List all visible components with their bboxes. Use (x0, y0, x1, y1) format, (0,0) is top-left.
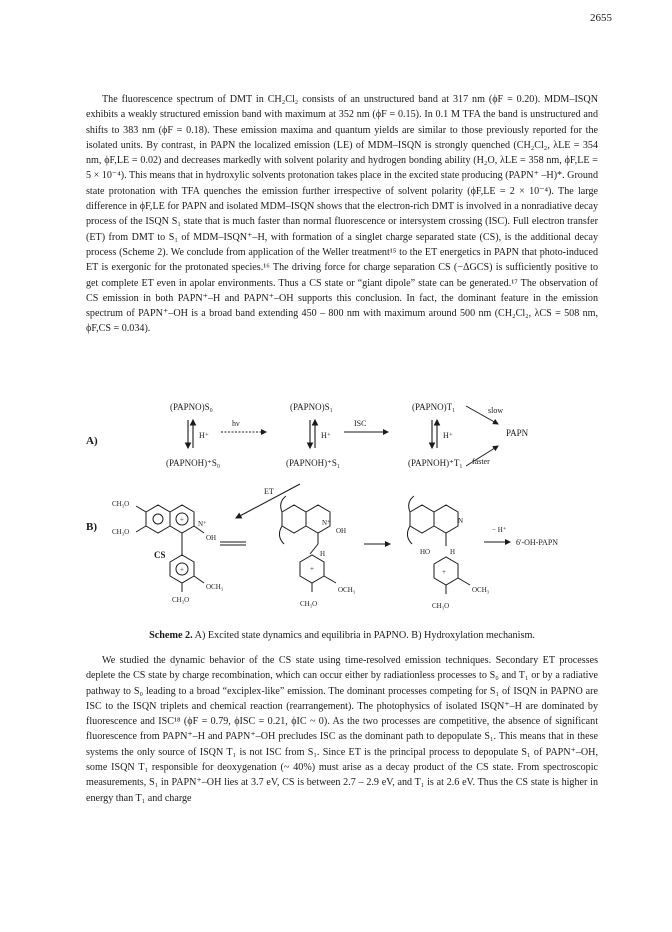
oh-label-1: OH (206, 534, 217, 542)
oh-label-2: OH (336, 527, 347, 535)
papnoh-t1-label: (PAPNOH)⁺T₁ (408, 458, 463, 468)
isc-label: ISC (354, 419, 367, 428)
hplus-label-1: H⁺ (199, 431, 209, 440)
paragraph: The fluorescence spectrum of DMT in CH₂Cl₂ consists of an unstructured band at 317 nm (ϕF = 0.20). MDM–ISQN exhibits a weakly structured emission band with maximum at 352 nm (ϕF = 0.15). In 0.1 M TFA the band is unstructured and shifts to 383 nm (ϕF = 0.18). These emission maxima and quantum yields are similar to those previously reported for the isolated units. By contrast, in PAPN the localized emission (LE) of MDM–ISQN is strongly quenched (CH₂Cl₂, λLE = 354 nm, ϕF,LE = 0.02) and decreases markedly with solvent polarity and hydrogen bonding ability (H₂O, λLE = 358 nm, ϕF,LE = 5 × 10⁻⁴). This means that in hydroxylic solvents protonation takes place in the excited state producing (PAPN⁺ –H)*. Ground state protonation with TFA quenches the emission further irrespective of solvent polarity (ϕF,LE = 2 × 10⁻⁴). The large difference in ϕF,LE for PAPN and isolated MDM–ISQN shows that the electron-rich DMT is involved in a nonradiative decay process of the ISQN S₁ state that is much faster than normal fluorescence or intersystem crossing (ISC). Full electron transfer (ET) from DMT to S₁ of MDM–ISQN⁺–H, with formation of a singlet charge separated state (CS), is the additional decay process (Scheme 2). We conclude from application of the Weller treatment¹⁵ to the ET energetics in PAPN that photo-induced ET is exergonic for the protonated species.¹⁶ The driving force for charge separation CS (−ΔGCS) is sufficiently positive to get complete ET even in apolar environments. Thus a CS state or “giant dipole” state can be generated.¹⁷ The observation of CS emission in both PAPN⁺–H and PAPN⁺–OH supports this conclusion. In fact, the dominant feature in the emission spectrum of PAPN⁺–OH is a broad band extending 450 – 800 nm with maximum around 500 nm (CH₂Cl₂, λCS = 508 nm, ϕF,CS = 0.034). (86, 94, 598, 335)
h-label-2: H (450, 548, 456, 556)
svg-text:+: + (180, 515, 184, 524)
scheme-drawing (86, 394, 598, 626)
svg-text:+: + (442, 568, 446, 576)
equilibrium-arrows (188, 420, 437, 448)
papno-s0-label: (PAPNO)S₀ (170, 402, 213, 412)
svg-text:+: + (310, 565, 314, 573)
hplus-label-2: H⁺ (321, 431, 331, 440)
ho-label: HO (420, 548, 431, 556)
cs-transfer-arrow (220, 542, 246, 545)
ch3o-label-1: CH₃O (112, 500, 130, 508)
cs-label: CS (154, 550, 166, 560)
minus-hplus-label: − H⁺ (492, 526, 507, 534)
intermediate-structure (279, 496, 336, 592)
scheme-caption (86, 630, 598, 641)
slow-label: slow (488, 406, 504, 415)
n-label: N (458, 517, 464, 525)
n-plus-label-1: N⁺ (198, 520, 207, 528)
n-plus-label-2: N⁺ (322, 519, 331, 527)
h-label-1: H (320, 550, 326, 558)
product-label: 6'-OH-PAPN (516, 538, 559, 547)
ch3o-label-5: CH₃O (432, 602, 450, 610)
och3-label-1: OCH₃ (206, 583, 224, 591)
hplus-label-3: H⁺ (443, 431, 453, 440)
och3-label-2: OCH₃ (338, 586, 356, 594)
och3-label-3: OCH₃ (472, 586, 490, 594)
et-label: ET (264, 487, 274, 496)
papno-t1-label: (PAPNO)T₁ (412, 402, 456, 412)
ch3o-label-4: CH₃O (300, 600, 318, 608)
caption-title: Scheme 2. (149, 630, 193, 641)
paragraph: We studied the dynamic behavior of the CS state using time-resolved emission techniques. Secondary ET processes deplete the CS state by charge recombination, which can occur either by radiationless processes to S₀ and T₁ or by a radiative pathway to S₀ leading to a broad “exciplex-like” emission. The dominant processes competing for S₁ of ISQN in PAPNO are ISC to the ISQN triplets and chemical reaction (rearrangement). The photophysics of isolated ISQN⁺–H are dominated by fluorescence and ISC¹⁸ (ϕF = 0.79, ϕISC = 0.21, ϕIC ~ 0). As the two processes are competitive, the absence of significant fluorescence from PAPN⁺–H and PAPN⁺–OH precludes ISC as the dominant path to depopulate S₁. This means that in these systems the only source of ISQN T₁ is not ISC from S₁. Since ET is the principal process to depopulate S₁ of PAPN⁺–OH, some ISQN T₁ responsible for deoxygenation (~ 40%) must arise as a decay product of the CS state. From spectroscopic measurements, S₁ in PAPN⁺–OH lies at 3.7 eV, CS is between 2.7 – 2.9 eV, and T₁ is at 2.6 eV. Thus the CS state is higher in energy than T₁ and charge (86, 655, 598, 804)
caption-text: A) Excited state dynamics and equilibria in PAPNO. B) Hydroxylation mechanism. (192, 630, 535, 641)
ch3o-label-2: CH₃O (112, 528, 130, 536)
svg-text:+: + (180, 565, 184, 574)
hv-label: hν (232, 419, 240, 428)
ch3o-label-3: CH₃O (172, 596, 190, 604)
papno-s1-label: (PAPNO)S₁ (290, 402, 333, 412)
papnoh-s1-label: (PAPNOH)⁺S₁ (286, 458, 341, 468)
cs-structure (136, 505, 204, 592)
papn-label: PAPN (506, 428, 529, 438)
papnoh-s0-label: (PAPNOH)⁺S₀ (166, 458, 221, 468)
part-a-label: A) (86, 435, 98, 447)
page-number: 2655 (590, 12, 612, 24)
faster-label: faster (472, 457, 490, 466)
part-b-label: B) (86, 521, 97, 533)
hydroxylated-structure (407, 496, 470, 594)
scheme-2-figure (86, 394, 598, 626)
